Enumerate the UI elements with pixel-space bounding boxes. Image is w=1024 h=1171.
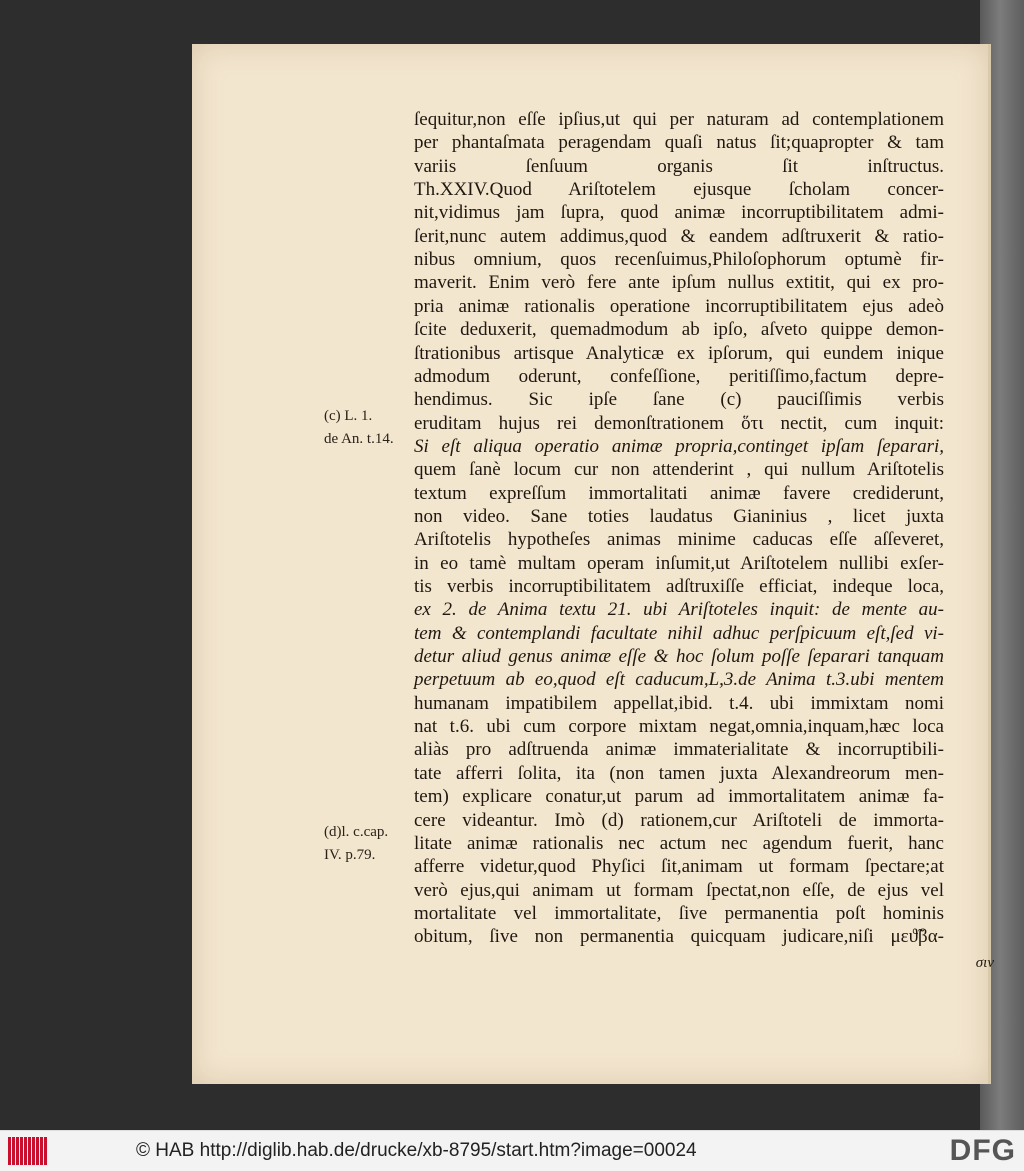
- text-line: afferre videtur,quod Phyſici ſit,animam ut formam ſpectare;at: [414, 856, 944, 878]
- text-line: obitum, ſive non permanentia quicquam judicare,niſi μεϑ̃βα-: [414, 926, 944, 948]
- text-line: ſequitur,non eſſe ipſius,ut qui per naturam ad contemplationem: [414, 109, 944, 130]
- text-line: ex 2. de Anima textu 21. ubi Ariſtoteles inquit: de mente au-: [414, 599, 944, 621]
- text-line: quem ſanè locum cur non attenderint , qui nullum Ariſtotelis: [414, 459, 944, 481]
- text-line: perpetuum ab eo,quod eſt caducum,L,3.de Anima t.3.ubi mentem: [414, 669, 944, 691]
- dfg-logo: DFG: [949, 1134, 1016, 1167]
- text-line: admodum oderunt, confeſſione, peritiſſimo,factum depre-: [414, 365, 944, 387]
- text-line: humanam impatibilem appellat,ibid. t.4. ubi immixtam nomi: [414, 692, 944, 714]
- text-line: tem) explicare conatur,ut parum ad immortalitatem animæ fa-: [414, 786, 944, 808]
- text-line: verò ejus,qui animam ut formam ſpectat,non eſſe, de ejus vel: [414, 879, 944, 901]
- text-line: eruditam hujus rei demonſtrationem ὅτι nectit, cum inquit:: [414, 412, 944, 434]
- text-line: in eo tamè multam operam inſumit,ut Ariſtotelem nullibi exſer-: [414, 552, 944, 574]
- text-line: Si eſt aliqua operatio animæ propria,continget ipſam ſeparari,: [414, 435, 944, 457]
- margin-note: IV. p.79.: [324, 847, 376, 863]
- text-line: nat t.6. ubi cum corpore mixtam negat,omnia,inquam,hæc loca: [414, 716, 944, 738]
- catchword: σιν: [975, 955, 994, 971]
- text-line: tate afferri ſolita, ita (non tamen juxta Alexandreorum men-: [414, 762, 944, 784]
- text-line: ſerit,nunc autem addimus,quod & eandem adſtruxerit & ratio-: [414, 225, 944, 247]
- text-line: hendimus. Sic ipſe ſane (c) pauciſſimis verbis: [414, 389, 944, 411]
- text-line: Ariſtotelis hypotheſes animas minime caducas eſſe aſſeveret,: [414, 529, 944, 551]
- text-line: detur aliud genus animæ eſſe & hoc ſolum poſſe ſeparari tanquam: [414, 646, 944, 668]
- text-line: pria animæ rationalis operatione incorruptibilitatem ejus adeò: [414, 295, 944, 317]
- text-line: mortalitate vel immortalitate, ſive permanentia poſt hominis: [414, 902, 944, 924]
- hab-logo-icon: [8, 1137, 48, 1165]
- text-line: variis ſenſuum organis ſit inſtructus.: [414, 155, 944, 177]
- text-line: textum expreſſum immortalitati animæ favere crediderunt,: [414, 482, 944, 504]
- text-line: tem & contemplandi facultate nihil adhuc perſpicuum eſt,ſed vi-: [414, 622, 944, 644]
- text-line: per phantaſmata peragendam quaſi natus ſit;quapropter & tam: [414, 132, 944, 154]
- viewer-footer: [0, 1130, 1024, 1171]
- text-line: Th.XXIV.Quod Ariſtotelem ejusque ſcholam concer-: [414, 179, 944, 201]
- margin-note: de An. t.14.: [324, 431, 394, 447]
- text-line: litate animæ rationalis nec actum nec agendum fuerit, hanc: [414, 832, 944, 854]
- text-line: maverit. Enim verò fere ante ipſum nullus extitit, qui ex pro-: [414, 272, 944, 294]
- text-line: tis verbis incorruptibilitatem adſtruxiſſe efficiat, indeque loca,: [414, 576, 944, 597]
- text-line: non video. Sane toties laudatus Gianinius , licet juxta: [414, 505, 944, 527]
- margin-note: (d)l. c.cap.: [324, 824, 389, 840]
- text-line: cere videantur. Imò (d) rationem,cur Ariſtoteli de immorta-: [414, 809, 944, 831]
- text-line: nit,vidimus jam ſupra, quod animæ incorruptibilitatem admi-: [414, 202, 944, 224]
- margin-note: (c) L. 1.: [324, 408, 373, 424]
- text-line: nibus omnium, quos recenſuimus,Philoſophorum optumè fir-: [414, 249, 944, 271]
- text-line: ſtrationibus artisque Analyticæ ex ipſorum, qui eundem inique: [414, 342, 944, 364]
- copyright-link[interactable]: © HAB http://diglib.hab.de/drucke/xb-8795/start.htm?image=00024: [136, 1140, 697, 1161]
- text-line: aliàs pro adſtruenda animæ immaterialitate & incorruptibili-: [414, 739, 944, 761]
- text-line: ſcite deduxerit, quemadmodum ab ipſo, aſveto quippe demon-: [414, 319, 944, 341]
